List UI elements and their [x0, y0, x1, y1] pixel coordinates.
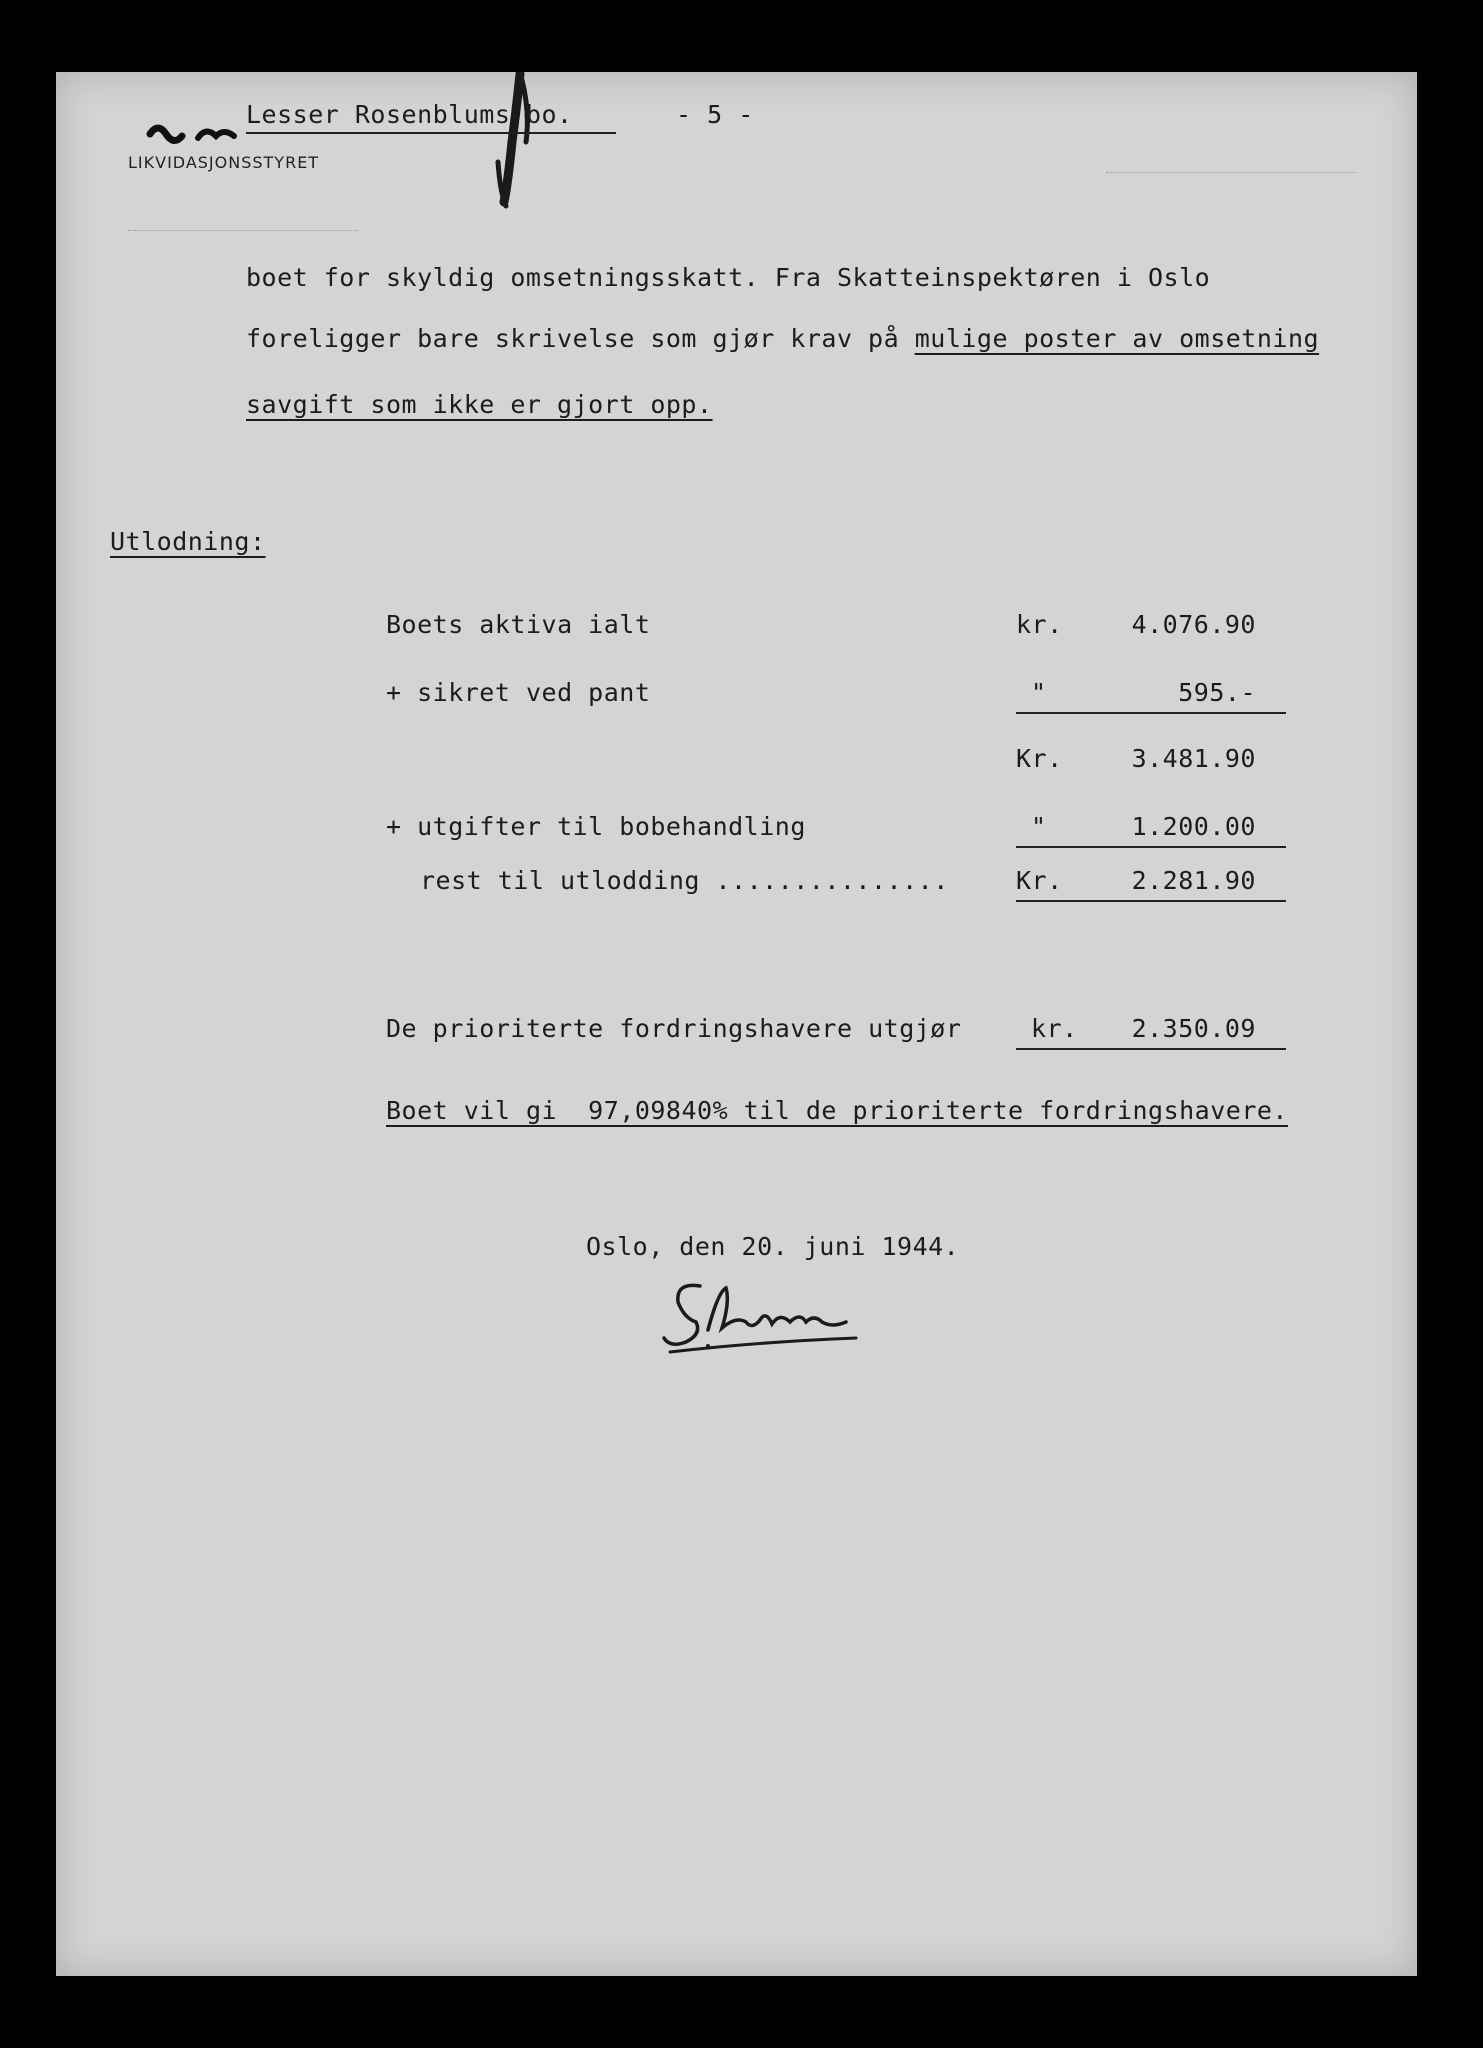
section-heading: Utlodning:	[110, 527, 266, 556]
ledger-currency: "	[1031, 812, 1047, 841]
ledger-currency: kr.	[1016, 610, 1063, 639]
header-title-underline	[246, 132, 616, 134]
ledger-label: Boets aktiva ialt	[386, 610, 651, 639]
handwritten-signature	[656, 1272, 876, 1362]
body-line-2-underlined: mulige poster av omsetning	[914, 324, 1320, 353]
ledger-label: rest til utlodding ...............	[420, 866, 949, 895]
date-line: Oslo, den 20. juni 1944.	[586, 1232, 960, 1261]
ink-stroke-mark	[486, 72, 546, 212]
ledger-currency: Kr.	[1016, 744, 1063, 773]
ledger-amount: 4.076.90	[1131, 610, 1256, 639]
dividend-line: Boet vil gi 97,09840% til de prioriterte fordringshavere.	[386, 1096, 1288, 1125]
body-line-2-text: foreligger bare skrivelse som gjør krav på	[246, 324, 915, 353]
organization-name: LIKVIDASJONSSTYRET	[128, 153, 320, 172]
priority-rule	[1016, 1048, 1286, 1050]
body-line-2	[246, 324, 1319, 354]
ledger-currency: "	[1031, 678, 1047, 707]
priority-label: De prioriterte fordringshavere utgjør	[386, 1014, 962, 1043]
ledger-total-rule	[1016, 900, 1286, 902]
ledger-label: + sikret ved pant	[386, 678, 651, 707]
page-number: - 5 -	[676, 100, 754, 129]
ledger-amount: 1.200.00	[1131, 812, 1256, 841]
body-line-1: boet for skyldig omsetningsskatt. Fra Skatteinspektøren i Oslo	[246, 263, 1211, 292]
ledger-amount: 3.481.90	[1131, 744, 1256, 773]
ledger-currency: Kr.	[1016, 866, 1063, 895]
ledger-subtotal-rule	[1016, 846, 1286, 848]
header-title: Lesser Rosenblums bo.	[246, 100, 573, 129]
document-page	[56, 72, 1417, 1976]
ledger-amount: 595.-	[1178, 678, 1256, 707]
priority-currency: kr.	[1031, 1014, 1078, 1043]
ledger-subtotal-rule	[1016, 712, 1286, 714]
header-dotted-rule-right	[1106, 172, 1356, 173]
header-dotted-rule-left	[128, 230, 358, 231]
priority-amount: 2.350.09	[1131, 1014, 1256, 1043]
body-line-3: savgift som ikke er gjort opp.	[246, 390, 713, 419]
ledger-label: + utgifter til bobehandling	[386, 812, 806, 841]
ledger-amount: 2.281.90	[1131, 866, 1256, 895]
